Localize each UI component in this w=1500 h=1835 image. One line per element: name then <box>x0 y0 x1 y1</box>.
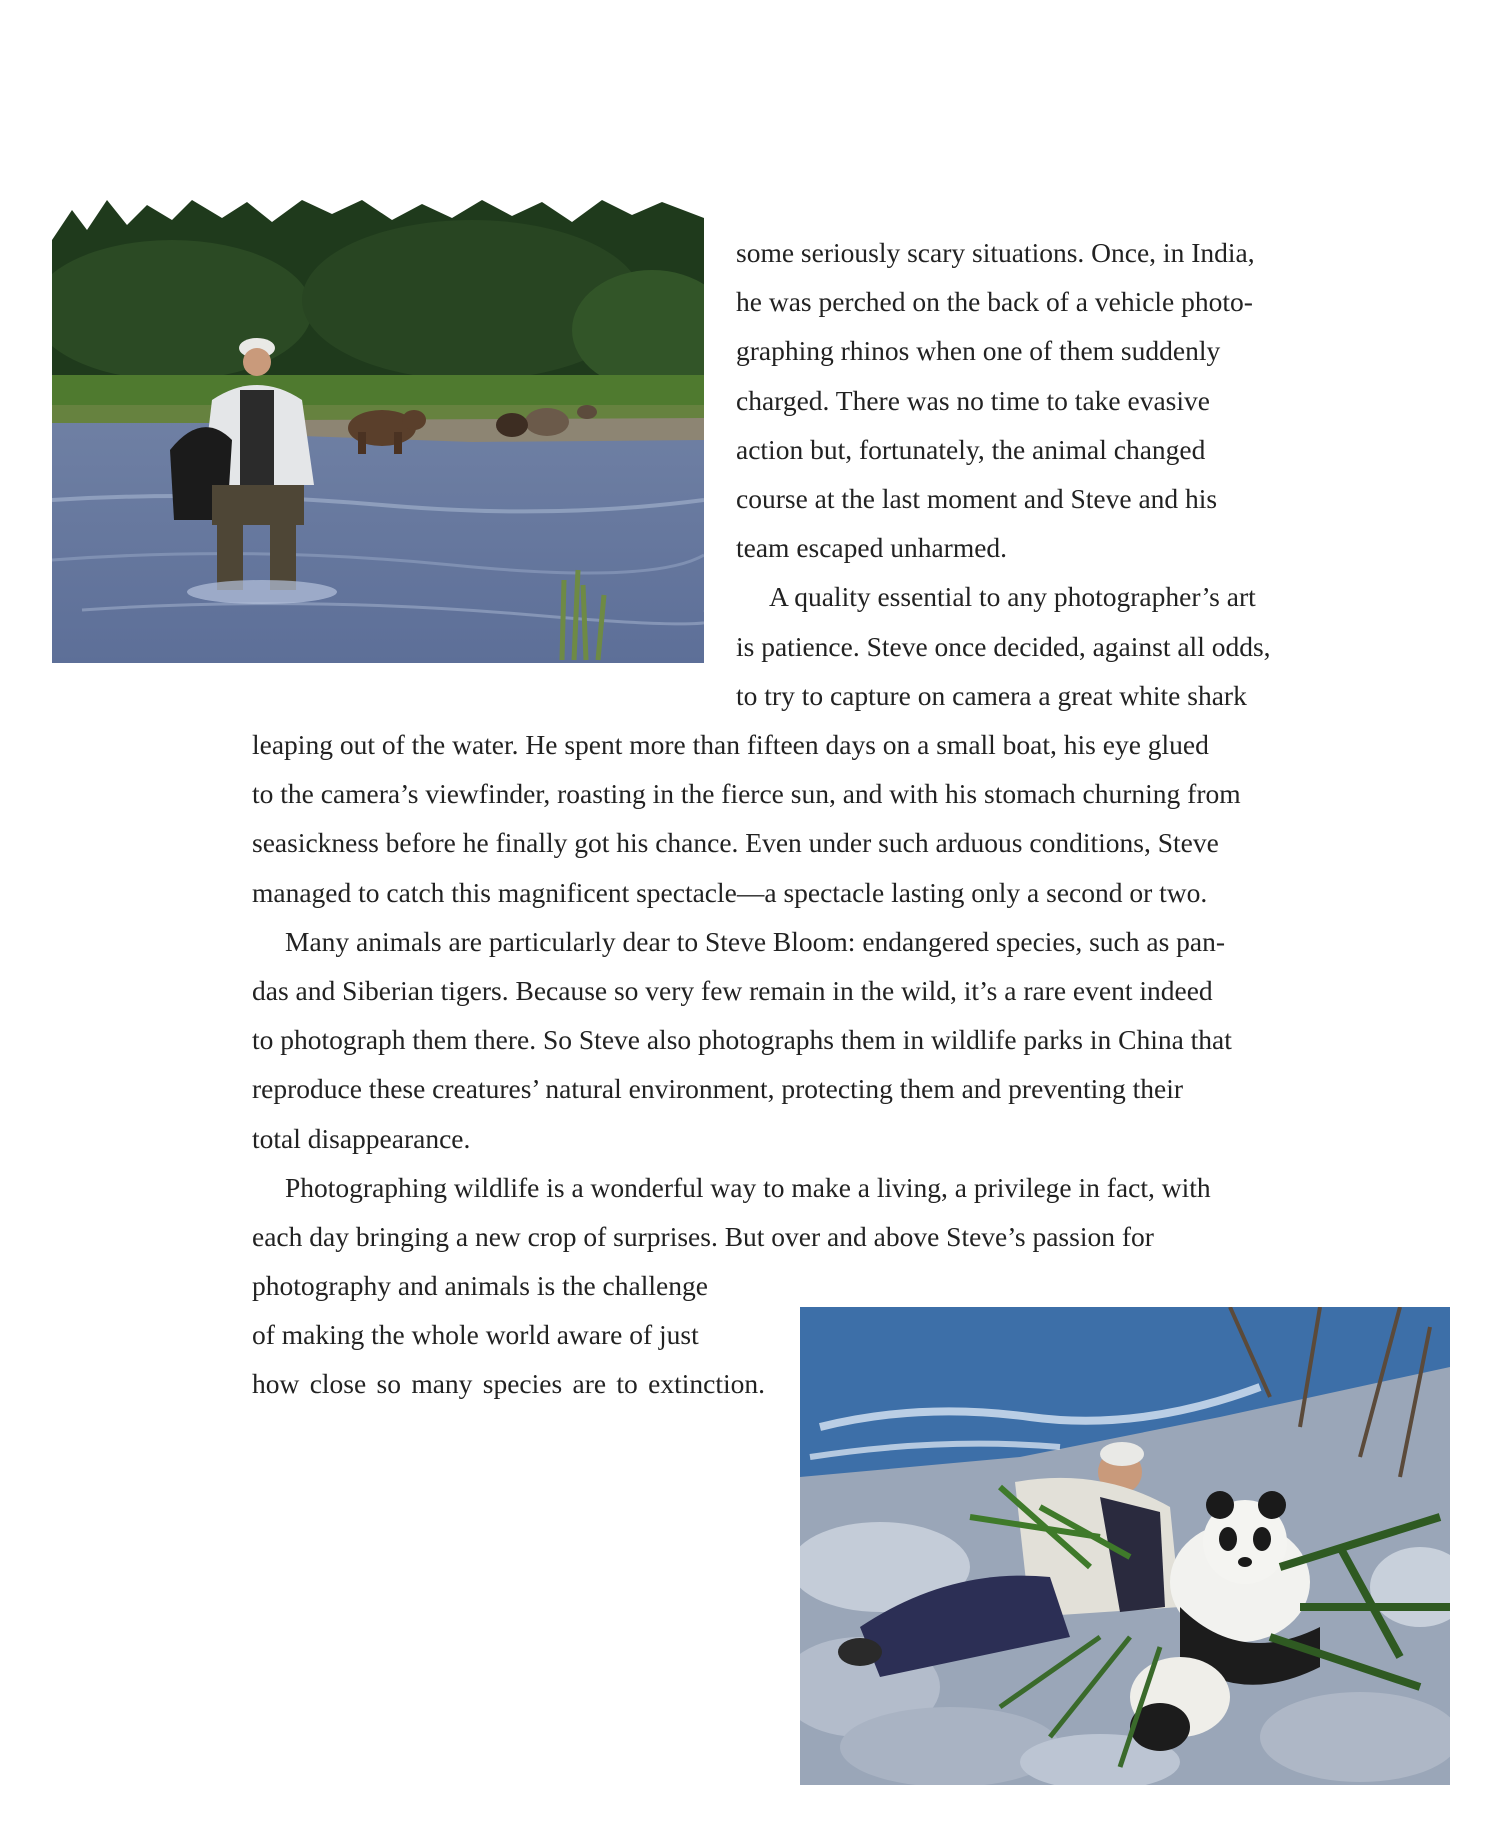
text-line: course at the last moment and Steve and his <box>736 483 1218 515</box>
text-line: to photograph them there. So Steve also photographs them in wildlife parks in China that <box>252 1024 1232 1056</box>
text-line: each day bringing a new crop of surprises. But over and above Steve’s passion for <box>252 1221 1154 1253</box>
river-scene-illustration <box>52 200 704 663</box>
panda-scene-illustration <box>800 1307 1450 1785</box>
text-line: graphing rhinos when one of them suddenly <box>736 335 1221 367</box>
text-line: seasickness before he finally got his chance. Even under such arduous conditions, Steve <box>252 827 1219 859</box>
lower-text-column <box>252 1261 765 1409</box>
text-line: of making the whole world aware of just <box>252 1319 699 1351</box>
text-line: charged. There was no time to take evasive <box>736 384 1210 416</box>
text-line: how close so many species are to extinction. <box>252 1368 765 1400</box>
text-line: total disappearance. <box>252 1122 471 1154</box>
text-line: he was perched on the back of a vehicle photo- <box>736 286 1253 318</box>
text-line: das and Siberian tigers. Because so very few remain in the wild, it’s a rare event indeed <box>252 975 1213 1007</box>
text-line: A quality essential to any photographer’s art <box>769 581 1256 613</box>
text-line: Photographing wildlife is a wonderful way to make a living, a privilege in fact, with <box>285 1171 1211 1203</box>
text-line: photography and animals is the challenge <box>252 1270 708 1301</box>
text-line: managed to catch this magnificent spectacle—a spectacle lasting only a second or two. <box>252 876 1208 908</box>
photographer-wading-river-with-bears-photo <box>52 200 704 663</box>
text-line: action but, fortunately, the animal changed <box>736 433 1206 465</box>
text-line: Many animals are particularly dear to Steve Bloom: endangered species, such as pan- <box>285 925 1226 957</box>
text-line: to try to capture on camera a great white shark <box>736 679 1247 711</box>
upper-text-column <box>736 228 1306 720</box>
text-line: leaping out of the water. He spent more than fifteen days on a small boat, his eye glued <box>252 729 1209 760</box>
text-line: to the camera’s viewfinder, roasting in the fierce sun, and with his stomach churning from <box>252 778 1241 810</box>
full-width-text-column <box>252 720 1306 1261</box>
photographer-lying-with-panda-photo <box>800 1307 1450 1785</box>
text-line: is patience. Steve once decided, against all odds, <box>736 630 1271 662</box>
text-line: team escaped unharmed. <box>736 532 1008 564</box>
text-line: some seriously scary situations. Once, in India, <box>736 237 1255 268</box>
text-line: reproduce these creatures’ natural environment, protecting them and preventing their <box>252 1073 1184 1105</box>
